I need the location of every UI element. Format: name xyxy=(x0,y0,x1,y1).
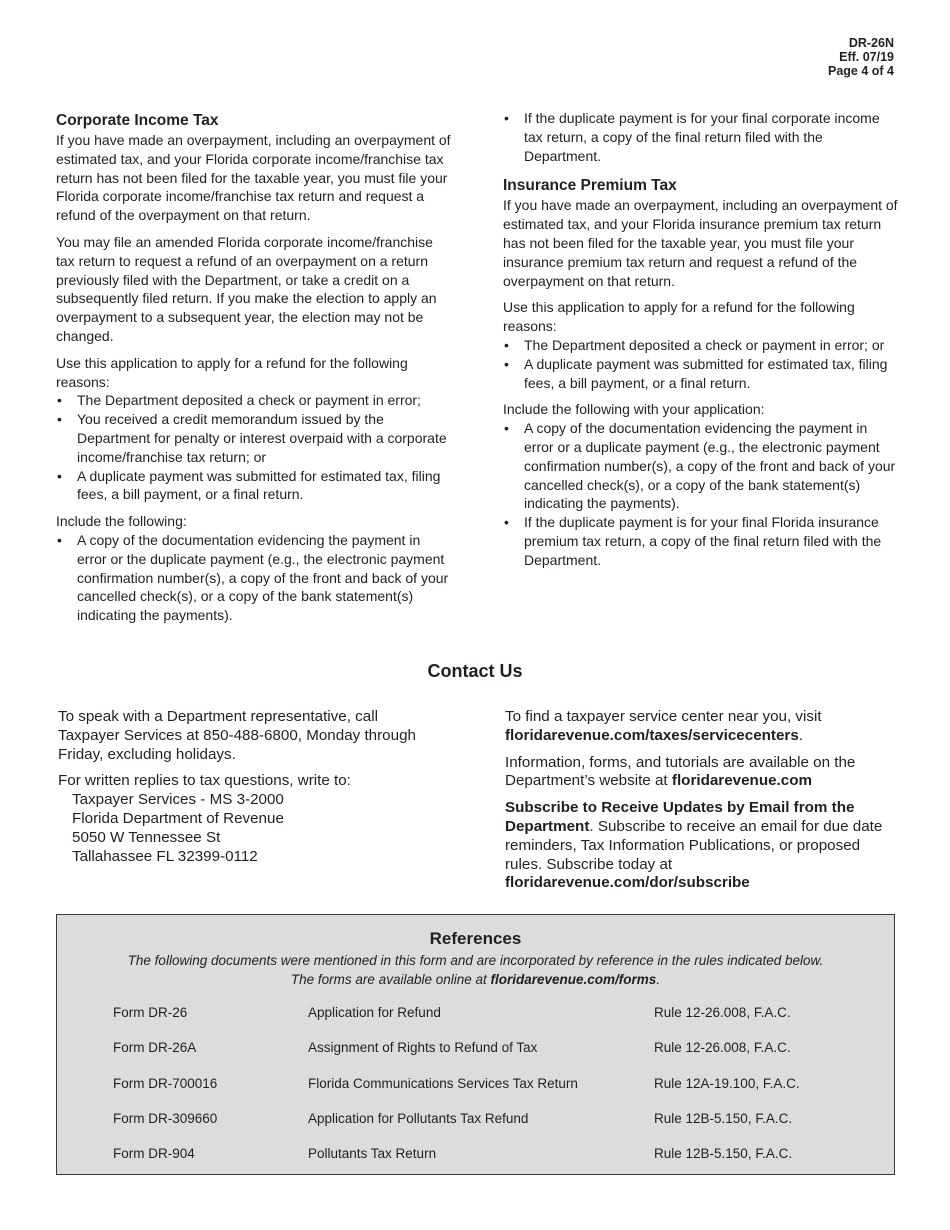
write-intro: For written replies to tax questions, write to: xyxy=(58,772,351,790)
list-item: • A duplicate payment was submitted for estimated tax, filing fees, a bill payment, or a final return. xyxy=(56,467,451,505)
include-list xyxy=(56,531,451,625)
form-name: Form DR-904 xyxy=(113,1146,195,1161)
section-heading: Insurance Premium Tax xyxy=(503,177,677,195)
references-note-line: The following documents were mentioned in this form and are incorporated by reference in the rules indicated below. xyxy=(127,953,824,968)
website-link[interactable]: floridarevenue.com xyxy=(671,772,812,790)
address-line: 5050 W Tennessee St xyxy=(72,828,221,846)
paragraph: Include the following: xyxy=(56,513,187,530)
website-text: Information, forms, and tutorials are available on the Department’s website at xyxy=(505,753,856,790)
form-number: DR-26N xyxy=(848,36,894,50)
reasons-list xyxy=(503,336,898,392)
address-line: Florida Department of Revenue xyxy=(72,809,284,827)
table-row xyxy=(57,1005,894,1025)
form-identifier xyxy=(828,36,894,78)
form-rule: Rule 12-26.008, F.A.C. xyxy=(654,1040,791,1055)
reasons-list xyxy=(56,391,451,504)
list-item: • If the duplicate payment is for your final corporate income tax return, a copy of the final return filed with the Department. xyxy=(503,109,898,165)
paragraph: You may file an amended Florida corporate income/franchise tax return to request a refund of an overpayment on a return previously filed with the Department, or take a credit on a subsequently filed return. If you make the election to apply an overpayment to a subsequent year, the election may not be changed. xyxy=(56,233,437,344)
subscribe-heading: Subscribe to Receive Updates by Email from the Department xyxy=(505,799,855,835)
form-name: Form DR-26 xyxy=(113,1005,188,1020)
contact-right-column xyxy=(505,708,900,901)
form-title: Application for Pollutants Tax Refund xyxy=(308,1111,529,1126)
paragraph: If you have made an overpayment, including an overpayment of estimated tax, and your Florida corporate income/franchise tax return has not been filed for the taxable year, you must file your Florida corporate income/franchise tax return and request a refund of the overpayment on that return. xyxy=(56,132,451,224)
list-item: • The Department deposited a check or payment in error; xyxy=(56,391,451,410)
list-item: • A copy of the documentation evidencing the payment in error or a duplicate payment (e.g., the electronic payment confirmation number(s), a copy of the front and back of your cancelled check(s), or a copy of the bank statement(s) indicating the payments). xyxy=(503,419,898,513)
forms-link[interactable]: floridarevenue.com/forms xyxy=(490,972,657,987)
table-row xyxy=(57,1076,894,1096)
form-title: Florida Communications Services Tax Return xyxy=(308,1076,578,1091)
table-row xyxy=(57,1146,894,1166)
list-item: • If the duplicate payment is for your final Florida insurance premium tax return, a copy of the final return filed with the Department. xyxy=(503,513,898,569)
subscribe-link[interactable]: floridarevenue.com/dor/subscribe xyxy=(505,874,750,892)
subscribe-text: . Subscribe to receive an email for due date reminders, Tax Information Publications, or proposed rules. Subscribe today at xyxy=(505,817,883,873)
paragraph: Use this application to apply for a refund for the following reasons: xyxy=(56,354,408,390)
list-item: • A duplicate payment was submitted for estimated tax, filing fees, a bill payment, or a final return. xyxy=(503,355,898,393)
references-box xyxy=(56,914,895,1175)
form-name: Form DR-700016 xyxy=(113,1076,218,1091)
include-list xyxy=(503,419,898,569)
list-item: • A copy of the documentation evidencing the payment in error or the duplicate payment (e.g., the electronic payment confirmation number(s), a copy of the front and back of your cancelled check(s), or a copy of the bank statement(s) indicating the payments). xyxy=(56,531,451,625)
include-list-continued xyxy=(503,109,898,165)
address-line: Taxpayer Services - MS 3-2000 xyxy=(72,791,284,809)
service-center-link[interactable]: floridarevenue.com/taxes/servicecenters xyxy=(505,726,799,744)
form-rule: Rule 12B-5.150, F.A.C. xyxy=(654,1146,793,1161)
paragraph: Include the following with your application: xyxy=(503,401,765,418)
form-title: Assignment of Rights to Refund of Tax xyxy=(308,1040,538,1055)
mailing-address xyxy=(58,791,438,866)
insurance-premium-tax-section xyxy=(503,109,898,578)
subscribe-info xyxy=(505,799,900,893)
table-row xyxy=(57,1111,894,1131)
note-prefix: The forms are available online at xyxy=(290,972,491,987)
list-item: • You received a credit memorandum issued by the Department for penalty or interest overpaid with a corporate income/franchise tax return; or xyxy=(56,410,451,466)
form-rule: Rule 12-26.008, F.A.C. xyxy=(654,1005,791,1020)
references-note xyxy=(57,951,894,989)
table-row xyxy=(57,1040,894,1060)
corporate-income-tax-section xyxy=(56,111,451,633)
list-item: • The Department deposited a check or payment in error; or xyxy=(503,336,898,355)
references-note-line xyxy=(57,970,894,989)
phone-info: To speak with a Department representative, call Taxpayer Services at 850-488-6800, Monday through Friday, excluding holidays. xyxy=(58,708,416,763)
form-rule: Rule 12A-19.100, F.A.C. xyxy=(654,1076,800,1091)
website-info xyxy=(505,754,900,792)
paragraph: Use this application to apply for a refund for the following reasons: xyxy=(503,299,855,335)
form-title: Application for Refund xyxy=(308,1005,441,1020)
form-rule: Rule 12B-5.150, F.A.C. xyxy=(654,1111,793,1126)
page-number: Page 4 of 4 xyxy=(828,64,894,78)
form-title: Pollutants Tax Return xyxy=(308,1146,437,1161)
service-center-info xyxy=(505,708,900,746)
effective-date: Eff. 07/19 xyxy=(839,50,894,64)
form-name: Form DR-26A xyxy=(113,1040,197,1055)
contact-heading: Contact Us xyxy=(427,661,523,681)
service-center-text: To find a taxpayer service center near you, visit xyxy=(505,708,822,725)
address-line: Tallahassee FL 32399-0112 xyxy=(72,847,258,865)
paragraph: If you have made an overpayment, including an overpayment of estimated tax, and your Florida insurance premium tax return has not been filed for the taxable year, you must file your insurance premium tax return and request a refund of the overpayment on that return. xyxy=(503,197,898,289)
section-heading: Corporate Income Tax xyxy=(56,112,219,129)
note-end: . xyxy=(656,972,661,987)
contact-left-column xyxy=(58,708,438,866)
references-title: References xyxy=(429,929,522,948)
form-name: Form DR-309660 xyxy=(113,1111,218,1126)
service-center-period: . xyxy=(798,726,804,744)
